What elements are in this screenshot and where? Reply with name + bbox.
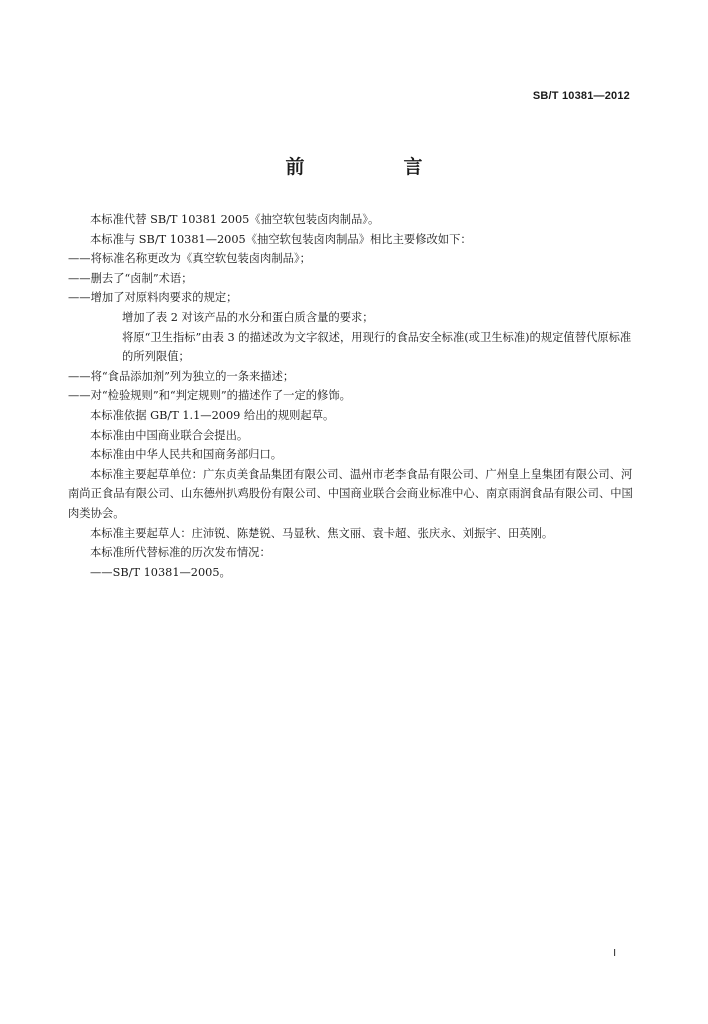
page-number: I [613, 948, 616, 959]
list-item: ——对“检验规则”和“判定规则”的描述作了一定的修饰。 [68, 389, 351, 403]
paragraph: 本标准与 SB/T 10381—2005《抽空软包装卤肉制品》相比主要修改如下： [90, 232, 472, 246]
paragraph: 本标准由中国商业联合会提出。 [90, 428, 249, 442]
paragraph: 本标准依据 GB/T 1.1—2009 给出的规则起草。 [90, 408, 335, 422]
paragraph: 本标准代替 SB/T 10381 2005《抽空软包装卤肉制品》。 [90, 213, 380, 226]
paragraph: 本标准主要起草人：庄沛锐、陈楚锐、马显秋、焦文丽、袁卡超、张庆永、刘振宇、田英刚。 [90, 526, 554, 540]
list-subitem: 增加了表 2 对该产品的水分和蛋白质含量的要求； [122, 310, 374, 324]
page-title: 前 言 [285, 156, 463, 178]
paragraph: 本标准所代替标准的历次发布情况： [90, 546, 271, 560]
paragraph: ——SB/T 10381—2005。 [90, 565, 231, 579]
list-subitem: 将原“卫生指标”由表 3 的描述改为文字叙述，用现行的食品安全标准(或卫生标准)的规定值替代原标准的所列限值； [122, 330, 632, 364]
paragraph: 本标准由中华人民共和国商务部归口。 [90, 448, 283, 462]
standard-code: SB/T 10381—2012 [532, 90, 630, 102]
list-item: ——将“食品添加剂”列为独立的一条来描述； [68, 369, 295, 383]
document-body [68, 210, 636, 582]
list-item: ——增加了对原料肉要求的规定； [68, 291, 238, 305]
paragraph: 本标准主要起草单位：广东贞美食品集团有限公司、温州市老李食品有限公司、广州皇上皇集团有限公司、河南尚正食品有限公司、山东德州扒鸡股份有限公司、中国商业联合会商业标准中心、南京雨润食品有限公司、中国肉类协会。 [68, 467, 633, 520]
list-item: ——将标准名称更改为《真空软包装卤肉制品》； [68, 252, 311, 266]
list-item: ——删去了“卤制”术语； [68, 271, 193, 285]
